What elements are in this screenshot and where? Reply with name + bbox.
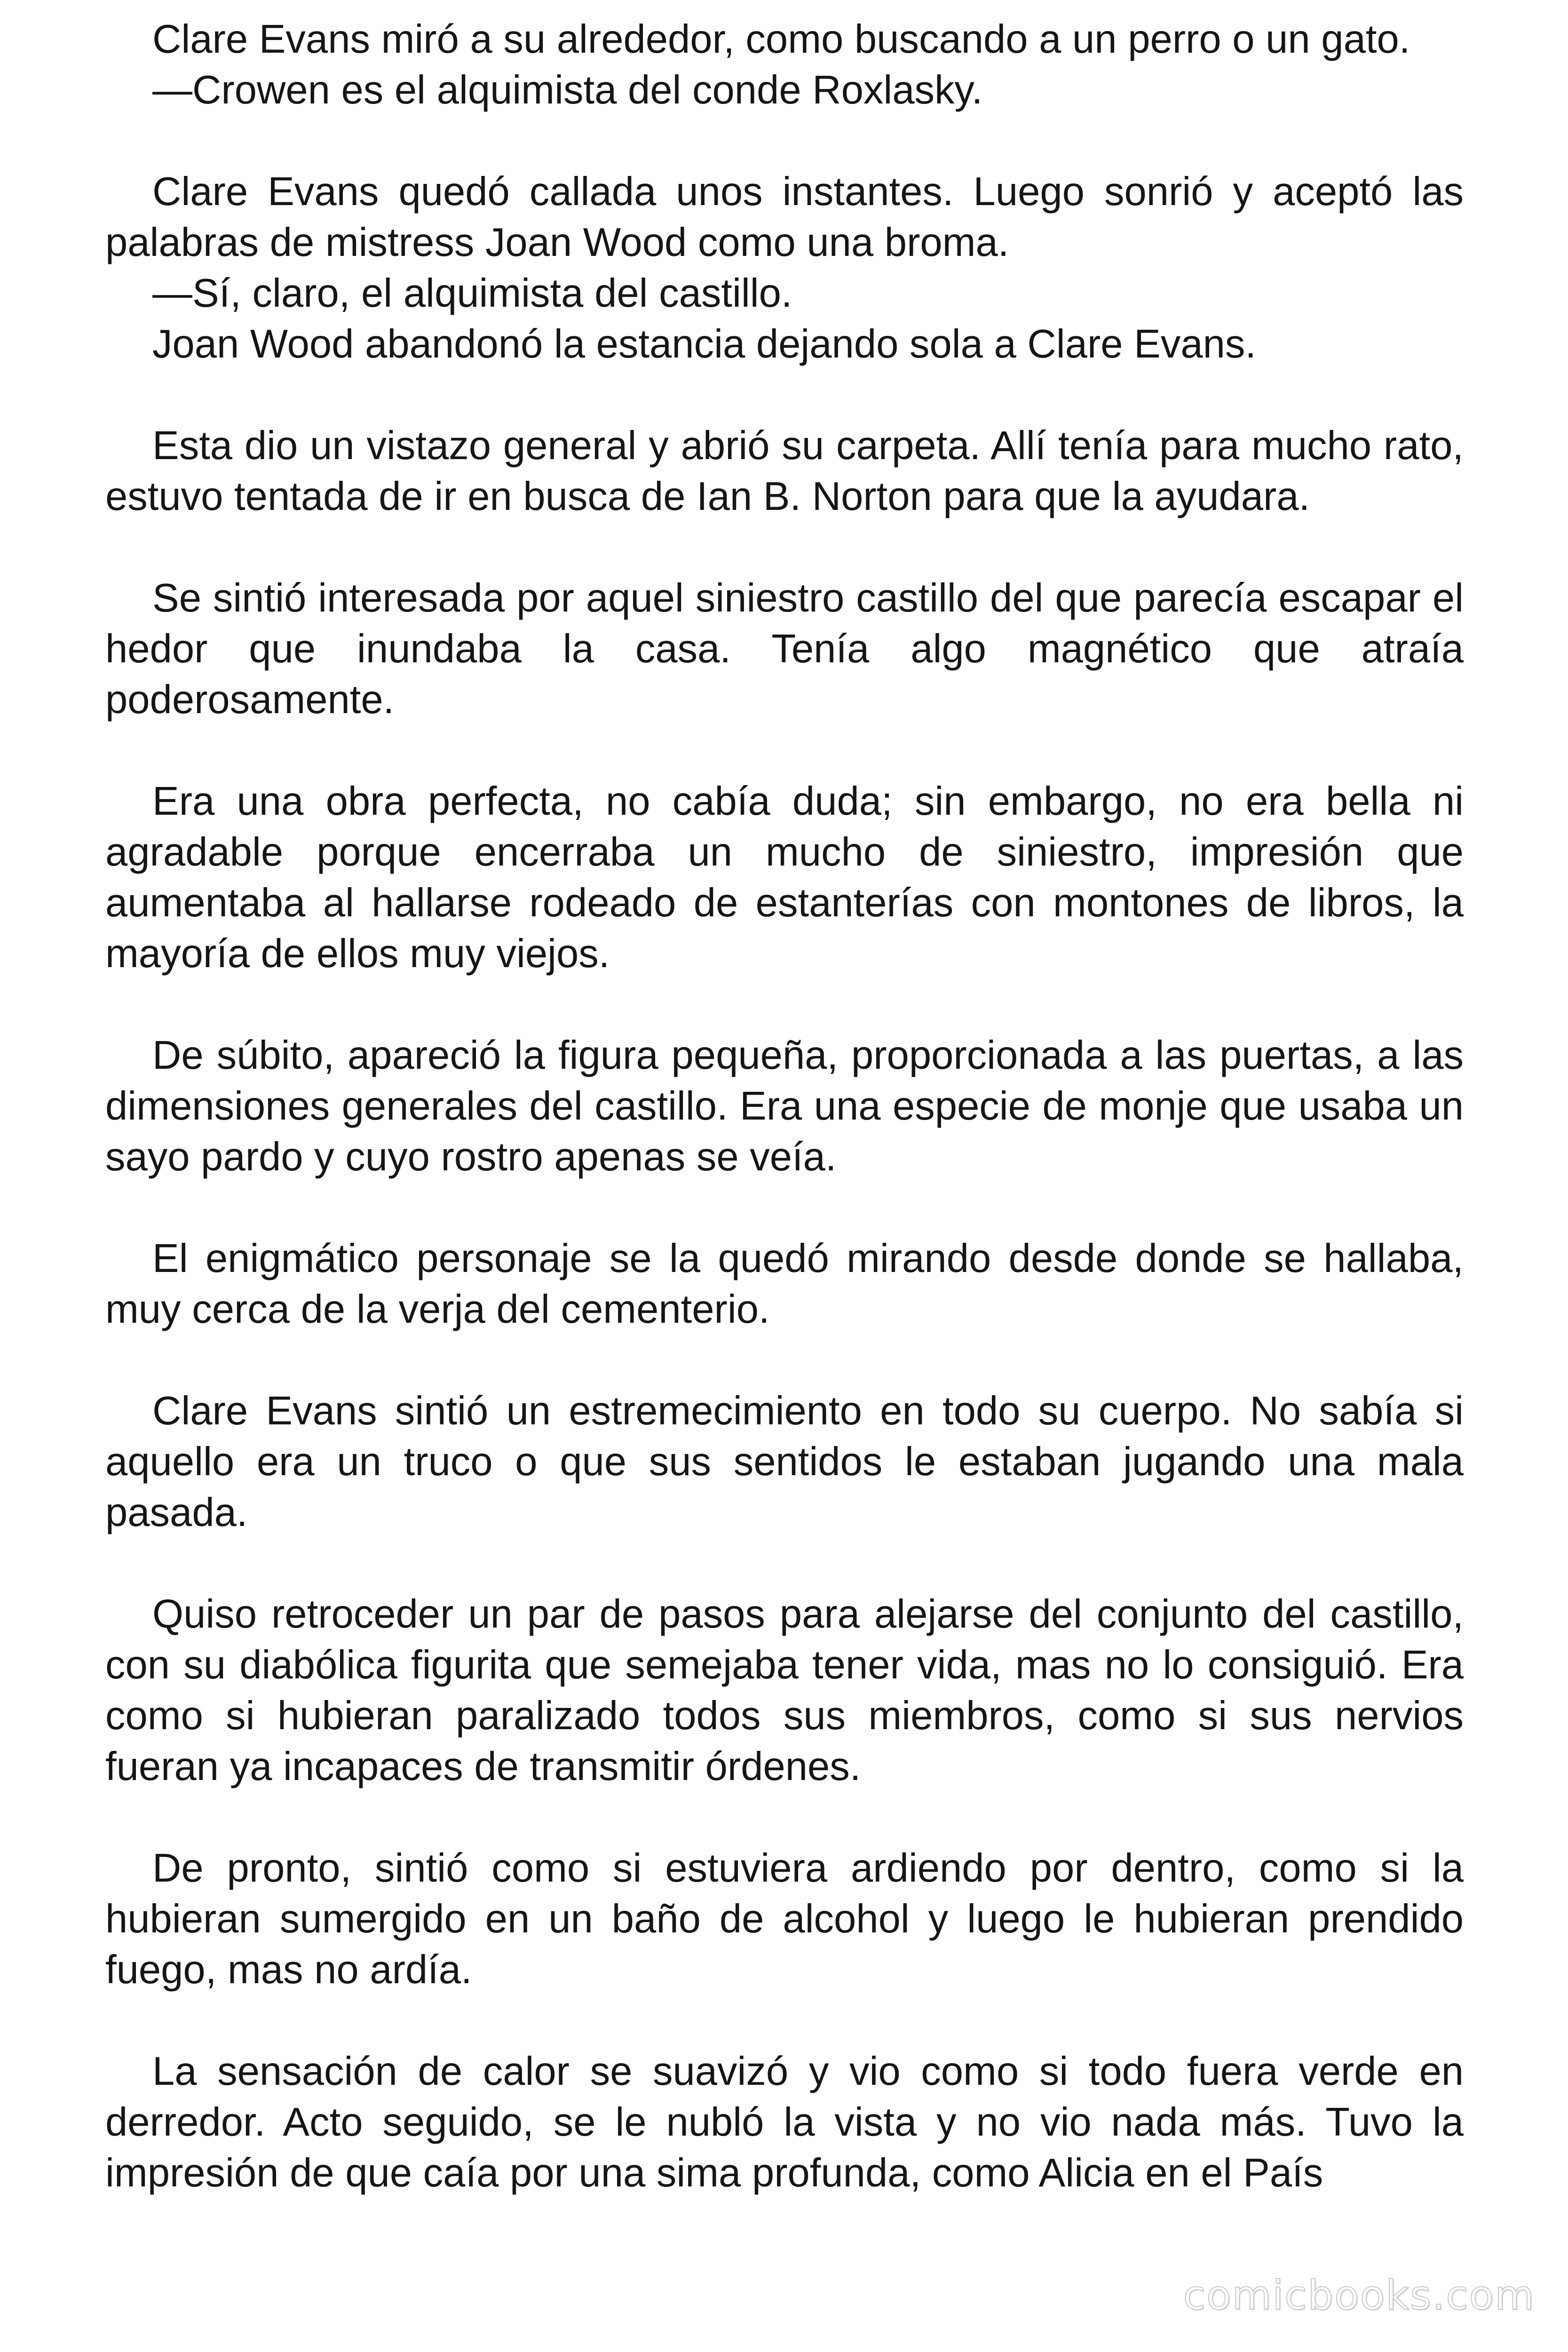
paragraph: Era una obra perfecta, no cabía duda; sin embargo, no era bella ni agradable porque encerraba un mucho de siniestro, impresión que aumentaba al hallarse rodeado de estanterías con montones de libros, la mayoría de ellos muy viejos. [105, 779, 1464, 976]
paragraph: El enigmático personaje se la quedó mirando desde donde se hallaba, muy cerca de la verja del cementerio. [105, 1236, 1464, 1332]
paragraph: —Sí, claro, el alquimista del castillo. [152, 271, 792, 316]
document-body [105, 14, 1464, 2199]
paragraph: Joan Wood abandonó la estancia dejando sola a Clare Evans. [152, 322, 1257, 366]
paragraph: Quiso retroceder un par de pasos para alejarse del conjunto del castillo, con su diabólica figurita que semejaba tener vida, mas no lo consiguió. Era como si hubieran paralizado todos sus miembros, como si sus nervios fueran ya incapaces de transmitir órdenes. [105, 1592, 1464, 1789]
paragraph: Se sintió interesada por aquel siniestro castillo del que parecía escapar el hedor que inundaba la casa. Tenía algo magnético que atraía poderosamente. [105, 576, 1464, 722]
paragraph: Clare Evans sintió un estremecimiento en todo su cuerpo. No sabía si aquello era un truco o que sus sentidos le estaban jugando una mala pasada. [105, 1389, 1464, 1535]
paragraph: —Crowen es el alquimista del conde Roxlasky. [152, 68, 983, 112]
paragraph: Clare Evans miró a su alrededor, como buscando a un perro o un gato. [152, 17, 1410, 62]
paragraph: Clare Evans quedó callada unos instantes. Luego sonrió y aceptó las palabras de mistress Joan Wood como una broma. [105, 169, 1464, 265]
watermark: comicbooks.com [1183, 2272, 1535, 2319]
paragraph: De súbito, apareció la figura pequeña, proporcionada a las puertas, a las dimensiones generales del castillo. Era una especie de monje que usaba un sayo pardo y cuyo rostro apenas se veía. [105, 1033, 1464, 1179]
paragraph: De pronto, sintió como si estuviera ardiendo por dentro, como si la hubieran sumergido en un baño de alcohol y luego le hubieran prendido fuego, mas no ardía. [105, 1846, 1464, 1992]
paragraph: Esta dio un vistazo general y abrió su carpeta. Allí tenía para mucho rato, estuvo tentada de ir en busca de Ian B. Norton para que la ayudara. [105, 423, 1464, 519]
paragraph: La sensación de calor se suavizó y vio como si todo fuera verde en derredor. Acto seguido, se le nubló la vista y no vio nada más. Tuvo la impresión de que caía por una sima profunda, como Alicia en el País [105, 2049, 1464, 2195]
